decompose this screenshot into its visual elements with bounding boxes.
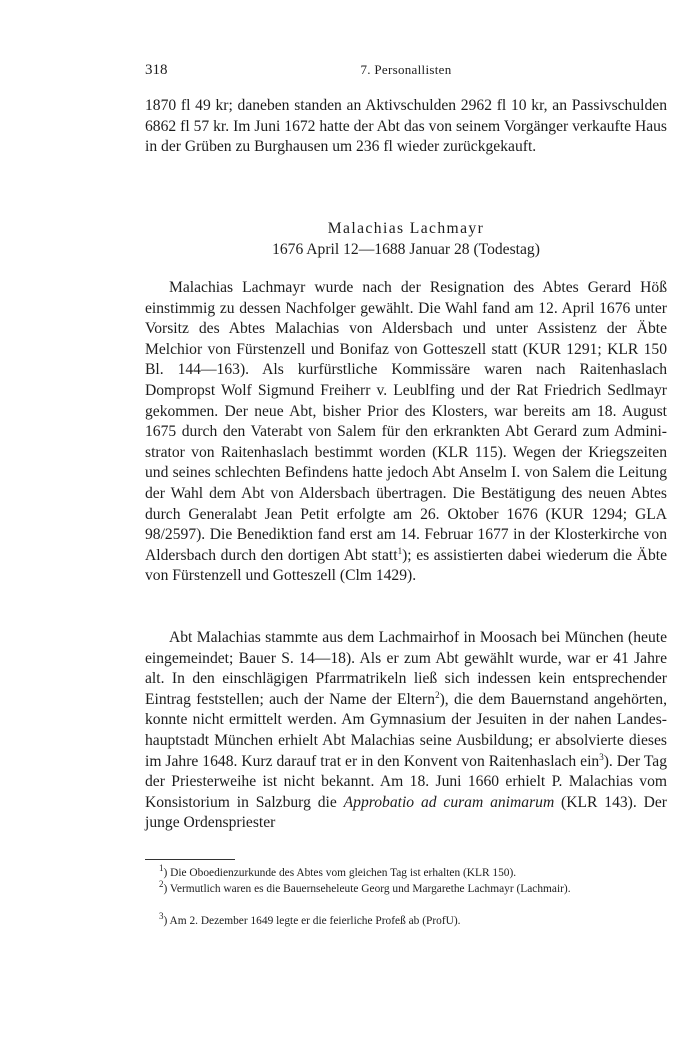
footnote-ref-3: 3 — [599, 751, 604, 762]
footnote-2-marker: 2 — [159, 879, 164, 890]
abbot-dates: 1676 April 12—1688 Januar 28 (Todestag) — [272, 240, 540, 258]
latin-phrase: Approbatio ad curam animarum — [343, 793, 555, 811]
running-head: 7. Personallisten — [360, 62, 452, 77]
paragraph-2-text-d: (KLR 143). Der junge Ordenspriester — [145, 793, 667, 832]
footnote-divider — [145, 859, 235, 860]
abbot-name: Malachias Lachmayr — [327, 220, 485, 237]
body-paragraph-2 — [145, 628, 667, 834]
section-heading — [145, 219, 667, 260]
page-number: 318 — [145, 62, 168, 78]
body-paragraph-1 — [145, 278, 667, 587]
footnote-1-marker: 1 — [159, 863, 164, 874]
page-header — [145, 62, 667, 82]
footnote-3-text: ) Am 2. Dezember 1649 legte er die feierliche Profeß ab (ProfU). — [163, 915, 461, 927]
paragraph-1-text-b: ); es assistierten dabei wiederum die Äbte von Fürstenzell und Gotteszell (Clm 1429). — [145, 546, 667, 585]
footnote-2-text: ) Vermutlich waren es die Bauernseheleute Georg und Margarethe Lachmayr (Lachmair). — [163, 883, 571, 895]
intro-paragraph: 1870 fl 49 kr; daneben standen an Aktivschulden 2962 fl 10 kr, an Passivschulden 6862 fl 57 kr. Im Juni 1672 hatte der Abt das von seinem Vorgänger verkaufte Haus in der Grüben zu Burghausen um 236 fl wieder zurückgekauft. — [145, 97, 667, 156]
paragraph-2-text-b: ), die dem Bauernstand angehörten, konnte nicht ermittelt werden. Am Gymnasium der Jesuiten in der nahen Landeshauptstadt München erhielt Abt Malachias seine Ausbildung; er absolvierte dieses im Jahre 1648. Kurz darauf trat er in den Konvent von Raitenhaslach ein — [145, 690, 668, 770]
paragraph-1-text-a: Malachias Lachmayr wurde nach der Resignation des Abtes Gerard Höß einstimmig zu dessen Nachfolger gewählt. Die Wahl fand am 12. April 1676 unter Vorsitz des Abtes Malachias von Aldersbach und unter Assistenz der Äbte Melchior von Fürstenzell und Bonifaz von Gotteszell statt (KUR 1291; KLR 150 Bl. 144—163). Als kurfürstliche Kommissäre waren nach Raitenhaslach Dompropst Wolf Sigmund Freiherr v. Leublfing und der Rat Friedrich Sedlmayr gekommen. Der neue Abt, bisher Prior des Klosters, war bereits am 18. August 1675 durch den Vaterabt von Salem für den erkrankten Abt Gerard zum Administrator von Raitenhaslach bestimmt worden (KLR 115). Wegen der Kriegszeiten und seines schlechten Befindens hatte jedoch Abt Anselm I. von Salem die Leitung der Wahl dem Abt von Aldersbach übertragen. Die Bestätigung des neuen Abtes durch Generalabt Jean Petit erfolgte am 26. Oktober 1676 (KUR 1294; GLA 98/2597). Die Benediktion fand erst am 14. Februar 1677 in der Klosterkirche von Aldersbach durch den dortigen Abt statt — [145, 279, 667, 564]
footnote-2 — [145, 879, 667, 897]
footnote-1-text: ) Die Oboedienzurkunde des Abtes vom gleichen Tag ist erhalten (KLR 150). — [163, 867, 517, 879]
footnote-ref-1: 1 — [397, 545, 403, 556]
footnote-ref-2: 2 — [435, 689, 440, 700]
footnote-3-marker: 3 — [159, 911, 164, 922]
paragraph-2-text-a: Abt Malachias stammte aus dem Lachmairhof in Moosach bei München (heute eingemeindet; Bauer S. 14—18). Als er zum Abt gewählt wurde, war er 41 Jahre alt. In den einschlägigen Pfarrmatrikeln ließ sich indessen kein entsprechender Eintrag feststellen; auch der Name der Eltern — [145, 629, 667, 708]
footnote-3 — [145, 911, 667, 929]
paragraph-2-text-c: ). Der Tag der Priesterweihe ist nicht bekannt. Am 18. Juni 1660 erhielt P. Malachias vom Konsistorium in Salzburg die — [145, 752, 667, 811]
footnote-1 — [145, 863, 667, 881]
